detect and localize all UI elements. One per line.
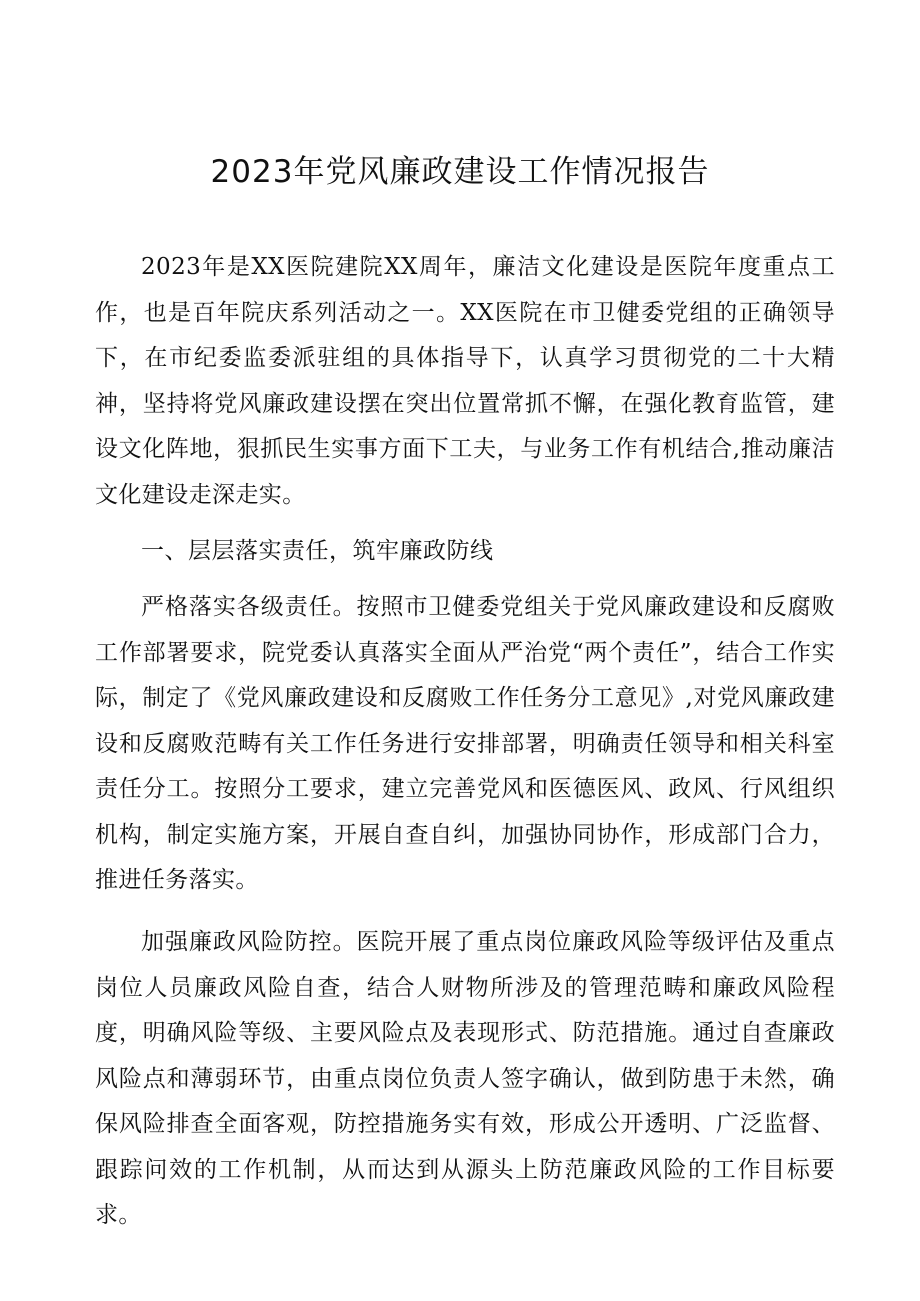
document-title: 2023年党风廉政建设工作情况报告 [210, 154, 710, 190]
section-1-paragraph-1: 严格落实各级责任。按照市卫健委党组关于党风廉政建设和反腐败工作部署要求，院党委认真落实全面从严治党“两个责任”，结合工作实际，制定了《党风廉政建设和反腐败工作任务分工意见》,对党风廉政建设和反腐败范畴有关工作任务进行安排部署，明确责任领导和相关科室责任分工。按照分工要求，建立完善党风和医德医风、政风、行风组织机构，制定实施方案，开展自查自纠，加强协同协作，形成部门合力，推进任务落实。 [95, 594, 835, 893]
section-1-paragraph-2: 加强廉政风险防控。医院开展了重点岗位廉政风险等级评估及重点岗位人员廉政风险自查，结合人财物所涉及的管理范畴和廉政风险程度，明确风险等级、主要风险点及表现形式、防范措施。通过自查廉政风险点和薄弱环节，由重点岗位负责人签字确认，做到防患于未然，确保风险排查全面客观，防控措施务实有效，形成公开透明、广泛监督、跟踪问效的工作机制，从而达到从源头上防范廉政风险的工作目标要求。 [95, 929, 835, 1228]
section-1-heading: 一、层层落实责任，筑牢廉政防线 [141, 538, 494, 564]
intro-paragraph: 2023年是XX医院建院XX周年，廉洁文化建设是医院年度重点工作，也是百年院庆系列活动之一。XX医院在市卫健委党组的正确领导下，在市纪委监委派驻组的具体指导下，认真学习贯彻党的二十大精神，坚持将党风廉政建设摆在突出位置常抓不懈，在强化教育监管，建设文化阵地，狠抓民生实事方面下工夫，与业务工作有机结合,推动廉洁文化建设走深走实。 [95, 254, 835, 508]
